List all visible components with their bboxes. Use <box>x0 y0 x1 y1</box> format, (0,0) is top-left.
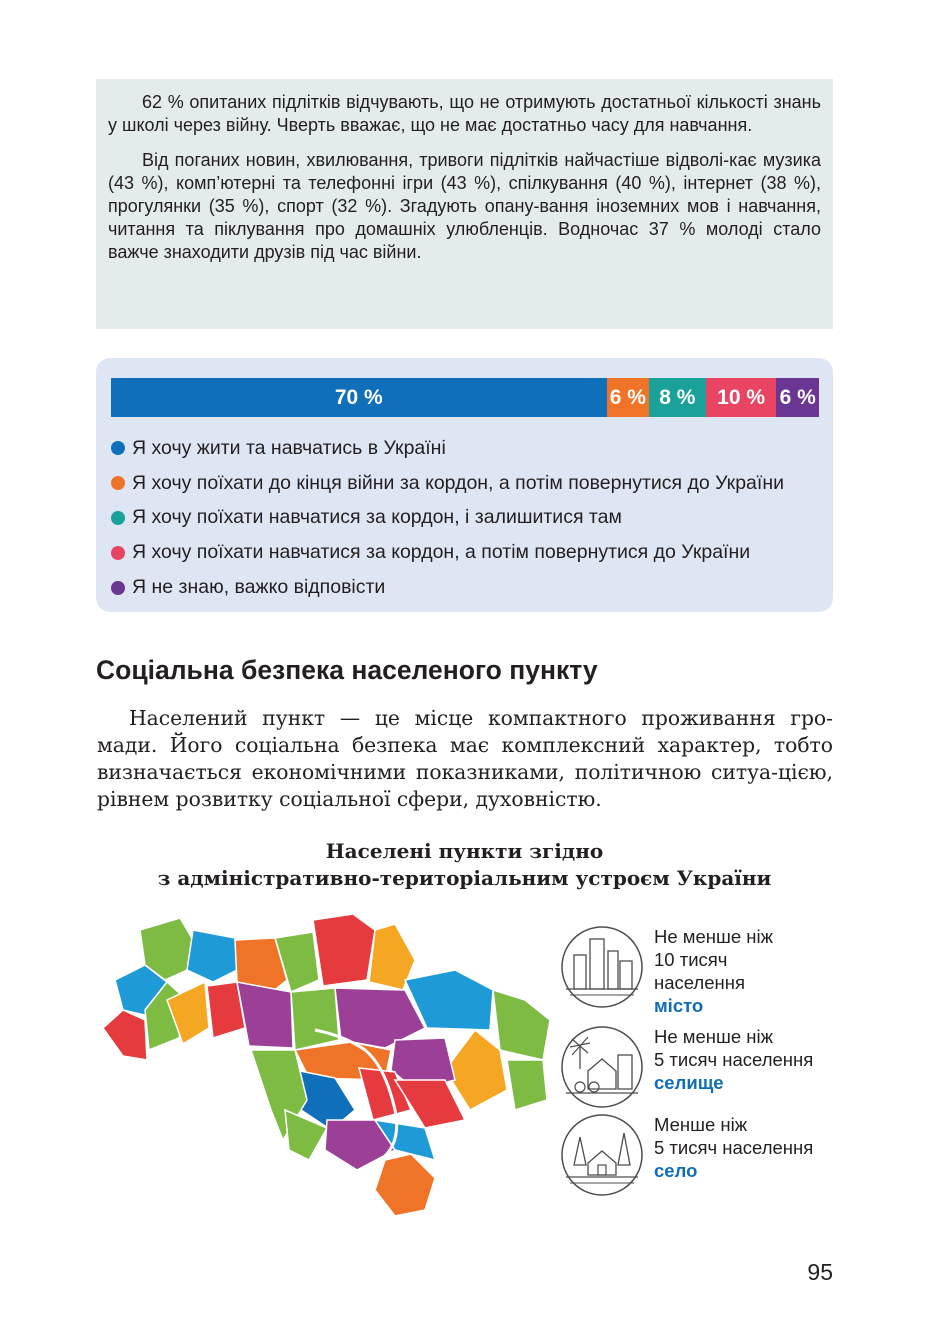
town-label: селище <box>654 1072 724 1093</box>
settlement-town <box>560 1025 860 1115</box>
legend-label-2: Я хочу поїхати до кінця війни за кордон, а потім повернутися до України <box>132 471 784 494</box>
legend-item-1 <box>111 431 784 466</box>
info-paragraph-1: 62 % опитаних підлітків відчувають, що не отримують достатньої кількості знань у школі через війну. Чверть вважає, що не має достатньо часу для навчання. <box>108 92 821 135</box>
settlement-city-text <box>654 925 773 1017</box>
city-icon <box>560 925 644 1009</box>
village-icon <box>560 1113 644 1197</box>
village-criterion-line-2: 5 тисяч населення <box>654 1137 814 1158</box>
town-icon <box>560 1025 644 1109</box>
legend-dot-icon <box>111 581 125 595</box>
section-heading: Соціальна безпека населеного пункту <box>96 655 598 685</box>
city-criterion-line-2: 10 тисяч <box>654 949 728 970</box>
stacked-bar <box>111 378 819 417</box>
section-paragraph: Населений пункт — це місце компактного проживання гро-мади. Його соціальна безпека має комплексний характер, тобто визначається економічними показниками, політичною ситуа-цією, рівнем розвитку соціальної сфери, духовністю. <box>97 706 833 811</box>
city-label: місто <box>654 995 704 1016</box>
legend-item-3 <box>111 501 784 536</box>
legend-label-3: Я хочу поїхати навчатися за кордон, і залишитися там <box>132 506 622 529</box>
legend-item-2 <box>111 466 784 501</box>
village-criterion-line-1: Менше ніж <box>654 1114 748 1135</box>
info-paragraph-2: Від поганих новин, хвилювання, тривоги підлітків найчастіше відволі-кає музика (43 %), комп’ютерні та телефонні ігри (43 %), спілкування (40 %), інтернет (38 %), прогулянки (35 %), спорт (32 %). Згадують опану-вання іноземних мов і навчання, читання та піклування про домашніх улюбленців. Водночас 37 % молоді стало важче знаходити друзів під час війни. <box>108 150 821 262</box>
settlement-town-text <box>654 1025 813 1094</box>
city-criterion-line-3: населення <box>654 972 745 993</box>
legend-item-4 <box>111 535 784 570</box>
bar-segment-1 <box>111 378 607 417</box>
city-criterion-line-1: Не менше ніж <box>654 926 773 947</box>
legend-dot-icon <box>111 511 125 525</box>
bar-segment-label-4: 10 % <box>717 385 766 409</box>
bar-segment-label-3: 8 % <box>659 385 696 409</box>
infographic-title-line-1: Населені пункти згідно <box>325 839 604 863</box>
legend-dot-icon <box>111 546 125 560</box>
legend-label-5: Я не знаю, важко відповісти <box>132 576 386 599</box>
bar-segment-2 <box>607 378 649 417</box>
bar-segment-label-5: 6 % <box>779 385 816 409</box>
page-number: 95 <box>807 1259 833 1285</box>
legend-item-5 <box>111 570 784 605</box>
legend-dot-icon <box>111 441 125 455</box>
legend-label-4: Я хочу поїхати навчатися за кордон, а потім повернутися до України <box>132 541 751 564</box>
village-label: село <box>654 1160 698 1181</box>
legend-label-1: Я хочу жити та навчатись в Україні <box>132 436 446 459</box>
infographic-title-line-2: з адміністративно-територіальним устроєм України <box>157 866 772 890</box>
survey-chart <box>96 358 833 612</box>
infographic-title <box>96 838 833 892</box>
bar-segment-label-2: 6 % <box>609 385 646 409</box>
settlement-village-text <box>654 1113 813 1182</box>
town-criterion-line-1: Не менше ніж <box>654 1026 773 1047</box>
chart-legend <box>111 431 784 605</box>
bar-segment-3 <box>649 378 706 417</box>
legend-dot-icon <box>111 476 125 490</box>
settlement-village <box>560 1113 860 1203</box>
info-box <box>96 79 833 329</box>
ukraine-regions-map <box>95 910 555 1222</box>
settlement-city <box>560 925 860 1015</box>
bar-segment-4 <box>706 378 777 417</box>
bar-segment-label-1: 70 % <box>334 385 383 409</box>
bar-segment-5 <box>776 378 818 417</box>
town-criterion-line-2: 5 тисяч населення <box>654 1049 814 1070</box>
